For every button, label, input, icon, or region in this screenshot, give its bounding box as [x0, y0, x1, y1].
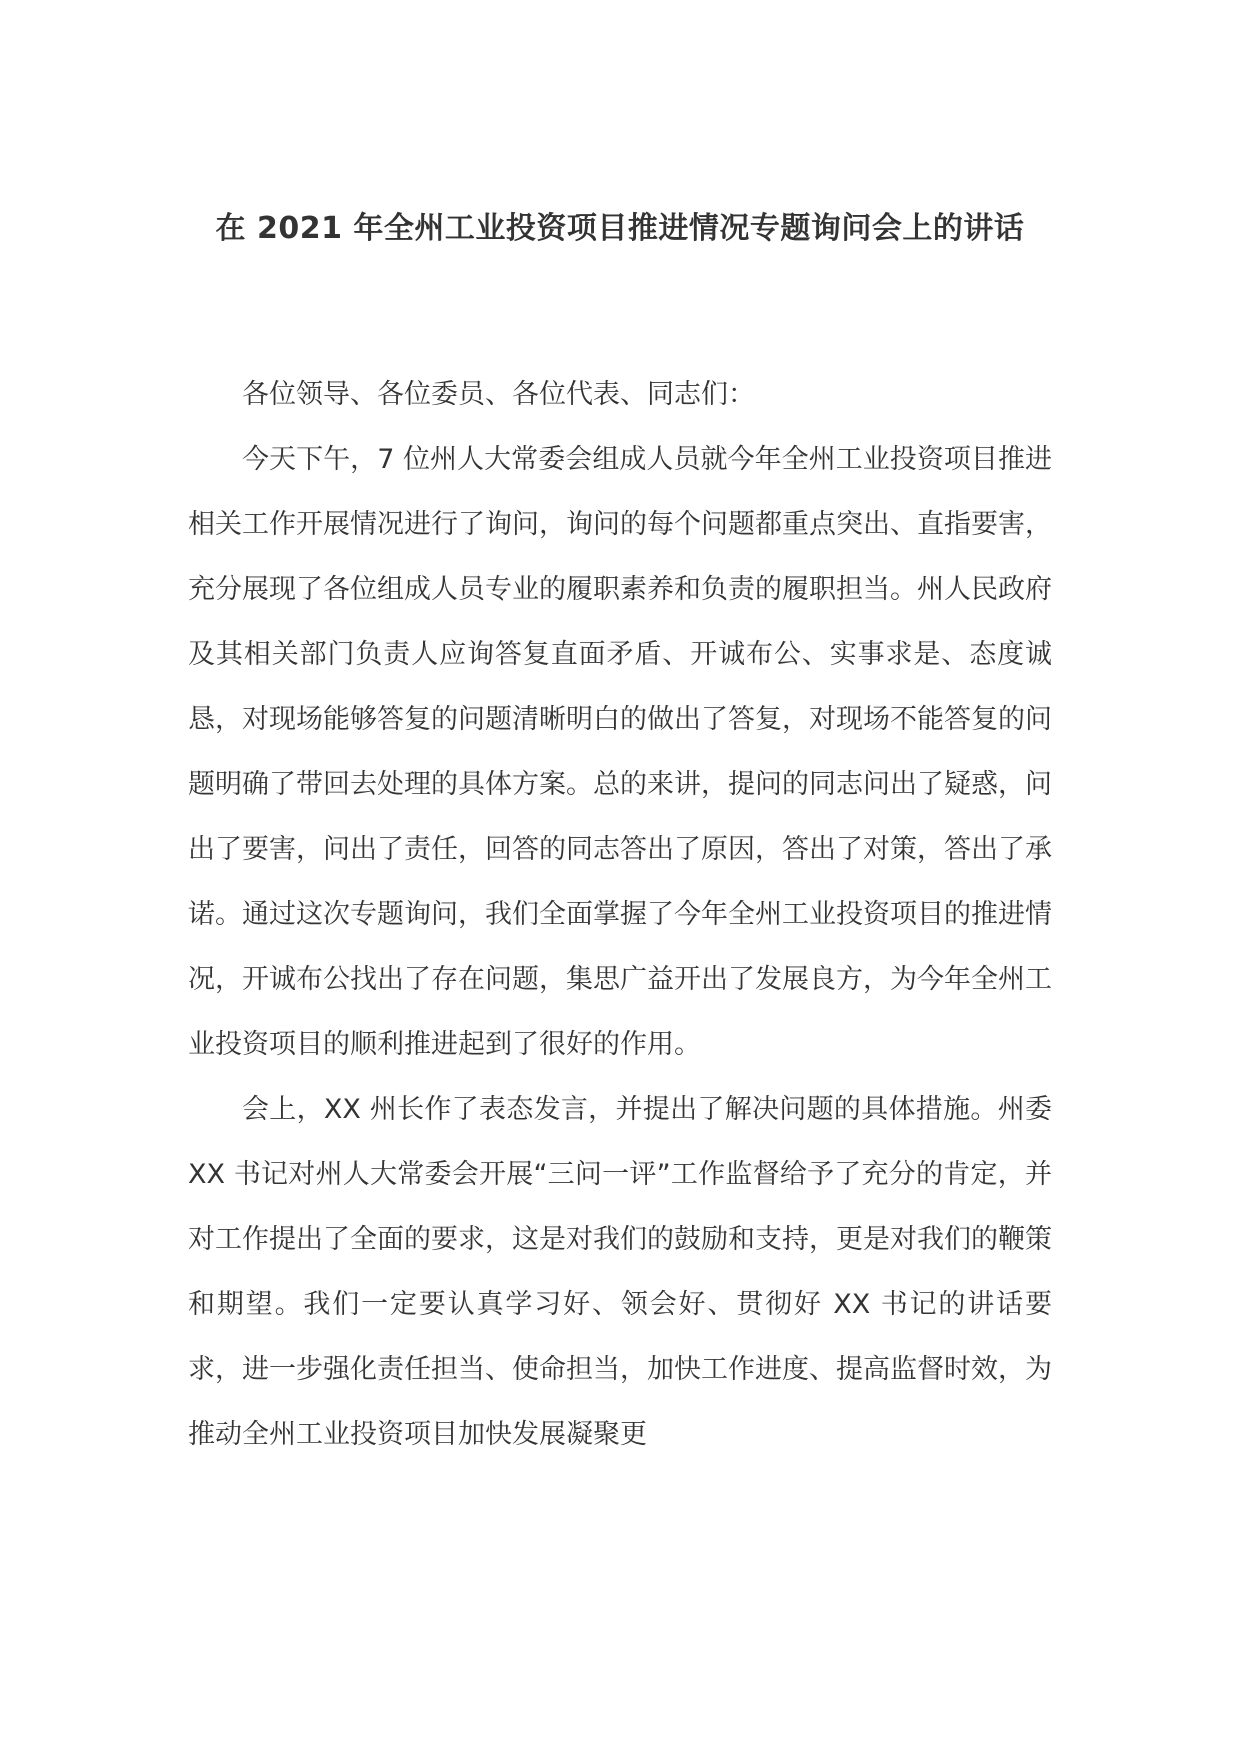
document-title: 在 2021 年全州工业投资项目推进情况专题询问会上的讲话 [215, 211, 1025, 246]
salutation-paragraph: 各位领导、各位委员、各位代表、同志们： [242, 379, 755, 410]
document-body [188, 362, 1052, 1467]
body-paragraph: 今天下午，7 位州人大常委会组成人员就今年全州工业投资项目推进相关工作开展情况进行了询问，询问的每个问题都重点突出、直指要害，充分展现了各位组成人员专业的履职素养和负责的履职担当。州人民政府及其相关部门负责人应询答复直面矛盾、开诚布公、实事求是、态度诚恳，对现场能够答复的问题清晰明白的做出了答复，对现场不能答复的问题明确了带回去处理的具体方案。总的来讲，提问的同志问出了疑惑，问出了要害，问出了责任，回答的同志答出了原因，答出了对策，答出了承诺。通过这次专题询问，我们全面掌握了今年全州工业投资项目的推进情况，开诚布公找出了存在问题，集思广益开出了发展良方，为今年全州工业投资项目的顺利推进起到了很好的作用。 [188, 444, 1052, 1060]
body-paragraph: 会上，XX 州长作了表态发言，并提出了解决问题的具体措施。州委 XX 书记对州人大常委会开展“三问一评”工作监督给予了充分的肯定，并对工作提出了全面的要求，这是对我们的鼓励和支持，更是对我们的鞭策和期望。我们一定要认真学习好、领会好、贯彻好 XX 书记的讲话要求，进一步强化责任担当、使命担当，加快工作进度、提高监督时效，为推动全州工业投资项目加快发展凝聚更 [188, 1094, 1052, 1450]
